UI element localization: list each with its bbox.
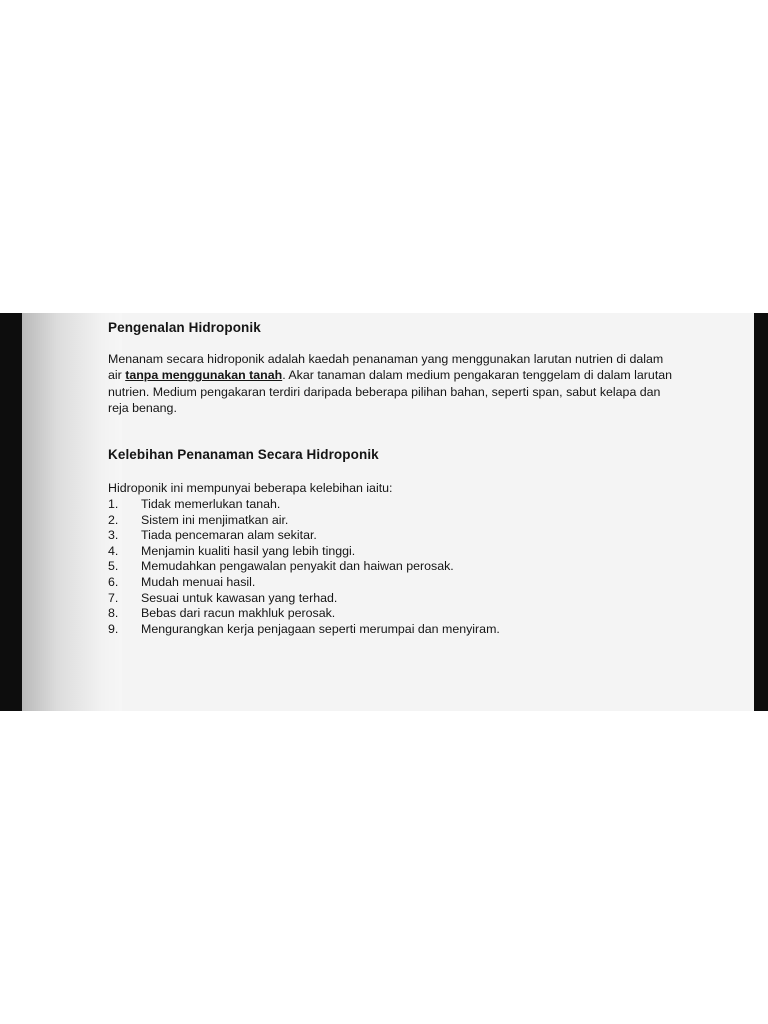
advantages-intro: Hidroponik ini mempunyai beberapa kelebihan iaitu:	[108, 481, 393, 495]
left-dark-edge	[0, 313, 22, 711]
item-text: Sesuai untuk kawasan yang terhad.	[141, 590, 338, 605]
item-text: Menjamin kualiti hasil yang lebih tinggi.	[141, 543, 356, 558]
list-item	[108, 575, 500, 591]
item-text: Memudahkan pengawalan penyakit dan haiwan perosak.	[141, 559, 454, 574]
document-page	[108, 313, 708, 711]
item-text: Tidak memerlukan tanah.	[141, 497, 281, 511]
item-number: 7.	[108, 590, 119, 605]
item-text: Sistem ini menjimatkan air.	[141, 512, 289, 527]
page-shadow	[22, 313, 122, 711]
advantages-list	[108, 497, 500, 637]
item-number: 5.	[108, 559, 119, 574]
list-item	[108, 497, 500, 513]
list-item	[108, 544, 500, 560]
item-text: Mengurangkan kerja penjagaan seperti merumpai dan menyiram.	[141, 621, 500, 636]
paragraph-text-start: Menanam secara hidroponik adalah kaedah penanaman yang menggunakan larutan nutrien di dalam air	[108, 352, 664, 383]
item-number: 8.	[108, 606, 119, 621]
document-photo	[0, 313, 768, 711]
item-number: 1.	[108, 497, 119, 511]
item-number: 4.	[108, 543, 119, 558]
list-item	[108, 591, 500, 607]
section-title-introduction: Pengenalan Hidroponik	[108, 320, 261, 335]
item-text: Bebas dari racun makhluk perosak.	[141, 606, 336, 621]
item-number: 6.	[108, 574, 119, 589]
item-number: 2.	[108, 512, 119, 527]
item-text: Tiada pencemaran alam sekitar.	[141, 528, 317, 543]
list-item	[108, 622, 500, 638]
right-dark-edge	[754, 313, 768, 711]
emphasized-phrase: tanpa menggunakan tanah	[125, 368, 283, 383]
item-text: Mudah menuai hasil.	[141, 574, 256, 589]
list-item	[108, 513, 500, 529]
list-item	[108, 559, 500, 575]
section-title-advantages: Kelebihan Penanaman Secara Hidroponik	[108, 447, 379, 462]
item-number: 3.	[108, 528, 119, 543]
item-number: 9.	[108, 621, 119, 636]
list-item	[108, 528, 500, 544]
paragraph-text-end: . Akar tanaman dalam medium pengakaran tenggelam di dalam larutan nutrien. Medium pengakaran terdiri daripada beberapa pilihan bahan, seperti span, sabut kelapa dan reja benang.	[108, 368, 673, 416]
introduction-paragraph	[108, 351, 673, 417]
list-item	[108, 606, 500, 622]
